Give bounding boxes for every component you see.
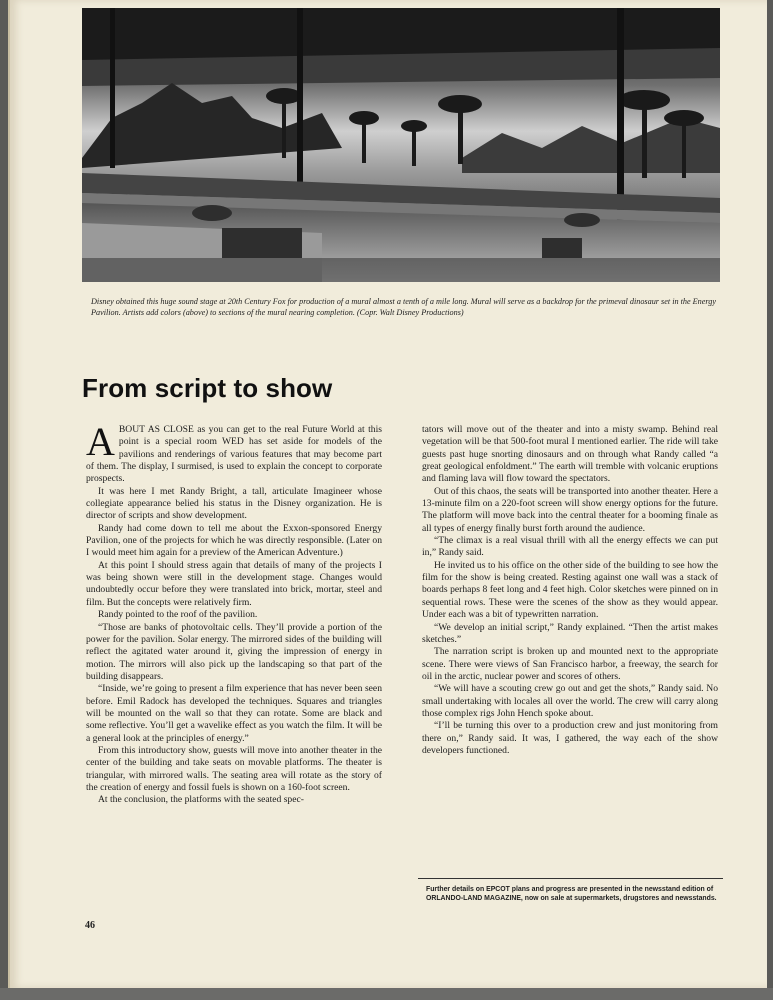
paragraph: “Those are banks of photovoltaic cells. They’ll provide a portion of the power for the pavilion. Solar energy. The mirrored sides of the building will reflect the agitated water around it, giving the impression of energy in motion. The mirrors will also pick up the landscaping so that part of the building disappears.	[86, 621, 382, 682]
paragraph: Randy pointed to the roof of the pavilion.	[98, 609, 258, 621]
promo-note: Further details on EPCOT plans and progress are presented in the newsstand edition of ORLANDO-LAND MAGAZINE, now on sale at supermarkets, drugstores and newsstands.	[426, 886, 717, 903]
paragraph: “We will have a scouting crew go out and get the shots,” Randy said. No small undertaking with locales all over the world. The crew will carry along those complex rigs John Hench spoke about.	[422, 683, 718, 719]
magazine-page	[8, 0, 767, 988]
article-column-2	[422, 424, 718, 757]
paragraph: “The climax is a real visual thrill with all the energy effects we can put in,” Randy said.	[422, 535, 718, 559]
photo-caption: Disney obtained this huge sound stage at 20th Century Fox for production of a mural almost a tenth of a mile long. Mural will serve as a backdrop for the primeval dinosaur set in the Energy Pavilion. Artists add colors (above) to sections of the mural nearing completion. (Copr. Walt Disney Productions)	[91, 297, 716, 317]
mural-photo	[82, 8, 720, 282]
mural-photo-drawing	[82, 8, 720, 282]
paragraph: “I’ll be turning this over to a production crew and just monitoring from there on,” Randy said. It was, I gathered, the way each of the show developers functioned.	[422, 720, 718, 756]
paragraph: He invited us to his office on the other side of the building to see how the film for the show is being created. Resting against one wall was a stack of boards perhaps 8 feet long and 4 feet high. Color sketches were pinned on in sequential rows. These were the scenes of the show as they would appear. Under each was a bit of typewritten narration.	[422, 559, 718, 621]
paragraph: “Inside, we’re going to present a film experience that has never been seen before. Emil Radock has developed the techniques. Squares and triangles will be mounted on the wall so that they can rotate. Some are black and some reflective. You’ll get a wavelike effect as you watch the film. It will be a general look at the principles of energy.”	[86, 683, 382, 744]
article-headline: From script to show	[82, 373, 333, 403]
paragraph: At the conclusion, the platforms with the seated spec-	[98, 794, 304, 806]
paragraph-1: ABOUT AS CLOSE as you can get to the real Future World at this point is a special room WED has set aside for models of the pavilions and renderings of various features that may become part of them. The display, I surmised, is used to explain the concept to corporate prospects.	[86, 419, 382, 485]
paragraph: Randy had come down to tell me about the Exxon-sponsored Energy Pavilion, one of the projects for which he was directly responsible. (Later on I would meet him again for a preview of the American Adventure.)	[86, 522, 382, 559]
paragraph: From this introductory show, guests will move into another theater in the center of the building and take seats on movable platforms. The theater is triangular, with mirrored walls. The seating area will rotate as the story of the creation of energy and fossil fuels is shown on a 160-foot screen.	[86, 744, 382, 793]
page-number: 46	[85, 920, 95, 931]
paragraph: At this point I should stress again that details of many of the projects I was being shown were still in the development stage. Changes would undoubtedly occur before they were translated into brick, mortar, steel and film. But the concepts were relatively firm.	[86, 559, 382, 608]
scan-bottom-edge	[0, 988, 773, 1000]
paragraph: The narration script is broken up and mounted next to the appropriate scene. There were views of San Francisco harbor, a freeway, the search for oil in the arctic, nuclear power and scores of others.	[422, 646, 718, 682]
paragraph: tators will move out of the theater and into a misty swamp. Behind real vegetation will be that 500-foot mural I mentioned earlier. The ride will take guests past huge snorting dinosaurs and on through what Randy called “a great geological enfoldment.” The earth will tremble with volcanic eruptions and flaming lava will flow toward the spectators.	[422, 424, 718, 485]
paragraph: Out of this chaos, the seats will be transported into another theater. Here a 13-minute film on a 220-foot screen will show energy options for the future. The platform will move back into the central theater for a booming finale as all types of energy finally burst forth around the audience.	[422, 485, 718, 534]
paragraph: It was here I met Randy Bright, a tall, articulate Imagineer whose collegiate appearance belied his status in the Disney organization. He is director of scripts and show development.	[86, 485, 382, 522]
article-column-1	[86, 419, 382, 807]
drop-cap: A	[86, 419, 115, 464]
paragraph: “We develop an initial script,” Randy explained. “Then the artist makes sketches.”	[422, 621, 718, 645]
